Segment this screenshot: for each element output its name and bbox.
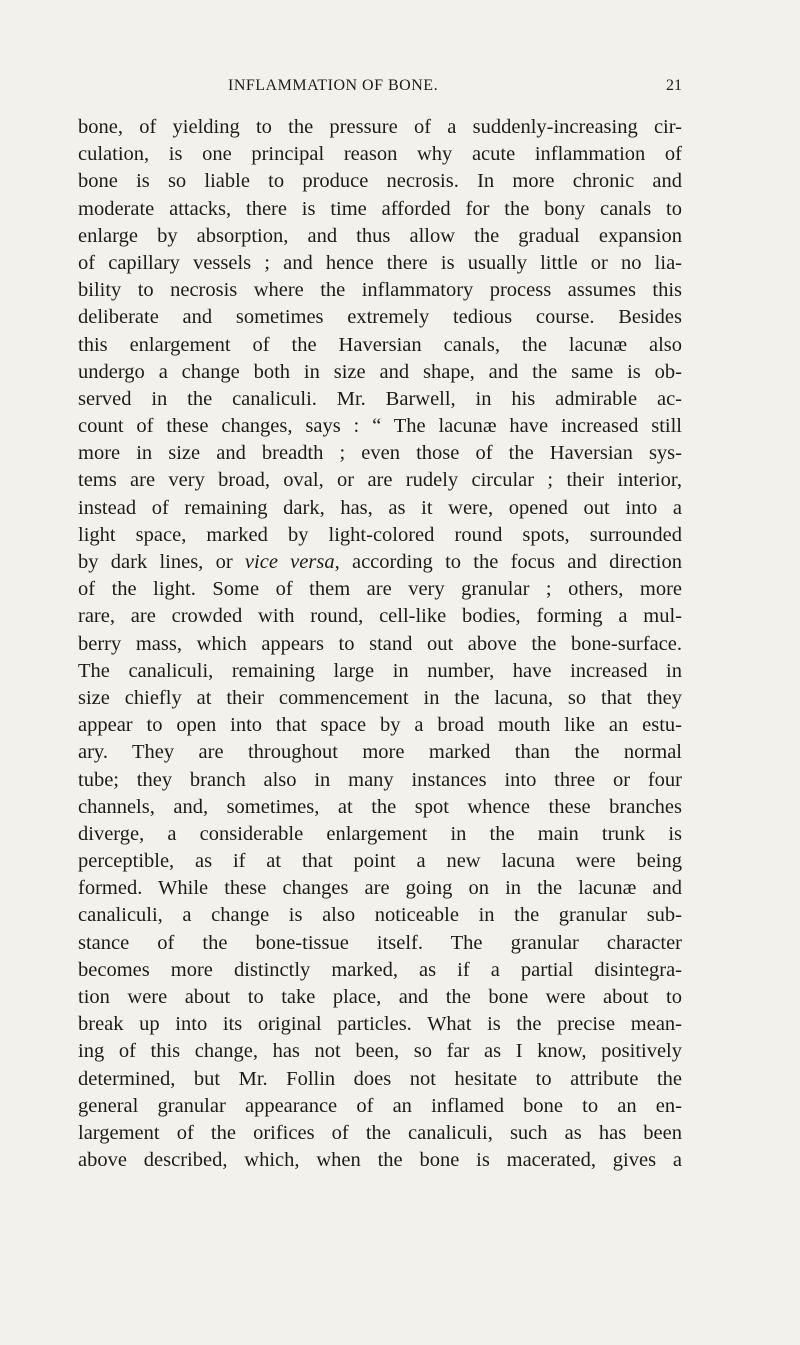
text-line: this enlargement of the Haversian canals, the lacunæ also: [78, 333, 682, 356]
text-line: rare, are crowded with round, cell-like bodies, forming a mul-: [78, 605, 682, 628]
text-line: served in the canaliculi. Mr. Barwell, in his admirable ac-: [78, 387, 682, 410]
running-head: [78, 77, 682, 101]
text-line: berry mass, which appears to stand out above the bone-surface.: [78, 632, 682, 655]
text-line: more in size and breadth ; even those of the Haversian sys-: [78, 442, 682, 465]
text-line: of the light. Some of them are very granular ; others, more: [78, 578, 682, 601]
text-line: moderate attacks, there is time afforded for the bony canals to: [78, 197, 682, 220]
text-line: becomes more distinctly marked, as if a partial disintegra-: [78, 958, 682, 981]
text-line: break up into its original particles. What is the precise mean-: [78, 1013, 682, 1036]
text-line: diverge, a considerable enlargement in the main trunk is: [78, 822, 682, 845]
text-line: determined, but Mr. Follin does not hesitate to attribute the: [78, 1067, 682, 1090]
text-line: perceptible, as if at that point a new lacuna were being: [78, 850, 682, 873]
text-line-mixed: [78, 549, 682, 576]
text-line: general granular appearance of an inflamed bone to an en-: [78, 1094, 682, 1117]
text-line: ing of this change, has not been, so far as I know, positively: [78, 1040, 682, 1063]
text-line: tion were about to take place, and the bone were about to: [78, 986, 682, 1008]
text-line: bone is so liable to produce necrosis. In more chronic and: [78, 170, 682, 193]
text-line: formed. While these changes are going on in the lacunæ and: [78, 877, 682, 900]
text-line: ary. They are throughout more marked than the normal: [78, 741, 682, 764]
text-line: bility to necrosis where the inflammatory process assumes this: [78, 279, 682, 302]
text-line: instead of remaining dark, has, as it were, opened out into a: [78, 496, 682, 519]
text-line: undergo a change both in size and shape, and the same is ob-: [78, 360, 682, 383]
text-line: stance of the bone-tissue itself. The granular character: [78, 931, 682, 954]
text-line: largement of the orifices of the canaliculi, such as has been: [78, 1121, 682, 1144]
text-line: The canaliculi, remaining large in number, have increased in: [78, 659, 682, 682]
text-line: deliberate and sometimes extremely tedious course. Besides: [78, 306, 682, 329]
italic-phrase: vice versa: [244, 551, 335, 573]
text-line: bone, of yielding to the pressure of a suddenly-increasing cir-: [78, 116, 682, 138]
text-line: tems are very broad, oval, or are rudely circular ; their interior,: [78, 469, 682, 492]
text-line: size chiefly at their commencement in the lacuna, so that they: [78, 686, 682, 709]
text-line: tube; they branch also in many instances into three or four: [78, 768, 682, 791]
text-line: above described, which, when the bone is macerated, gives a: [78, 1149, 682, 1172]
text-line: of capillary vessels ; and hence there is usually little or no lia-: [78, 251, 682, 274]
text-line: canaliculi, a change is also noticeable in the granular sub-: [78, 904, 682, 927]
text-line: count of these changes, says : “ The lacunæ have increased still: [78, 415, 682, 438]
line-text-start: by dark lines, or: [78, 551, 245, 573]
text-line: enlarge by absorption, and thus allow the gradual expansion: [78, 224, 682, 247]
text-line: culation, is one principal reason why acute inflammation of: [78, 143, 682, 166]
line-text-end: , according to the focus and direction: [334, 551, 682, 573]
text-line: appear to open into that space by a broad mouth like an estu-: [78, 714, 682, 737]
running-title: INFLAMMATION OF BONE.: [228, 77, 439, 94]
page-number: 21: [666, 77, 682, 94]
text-line: channels, and, sometimes, at the spot whence these branches: [78, 795, 682, 818]
body-text: [78, 114, 682, 1174]
text-line: light space, marked by light-colored round spots, surrounded: [78, 523, 682, 546]
